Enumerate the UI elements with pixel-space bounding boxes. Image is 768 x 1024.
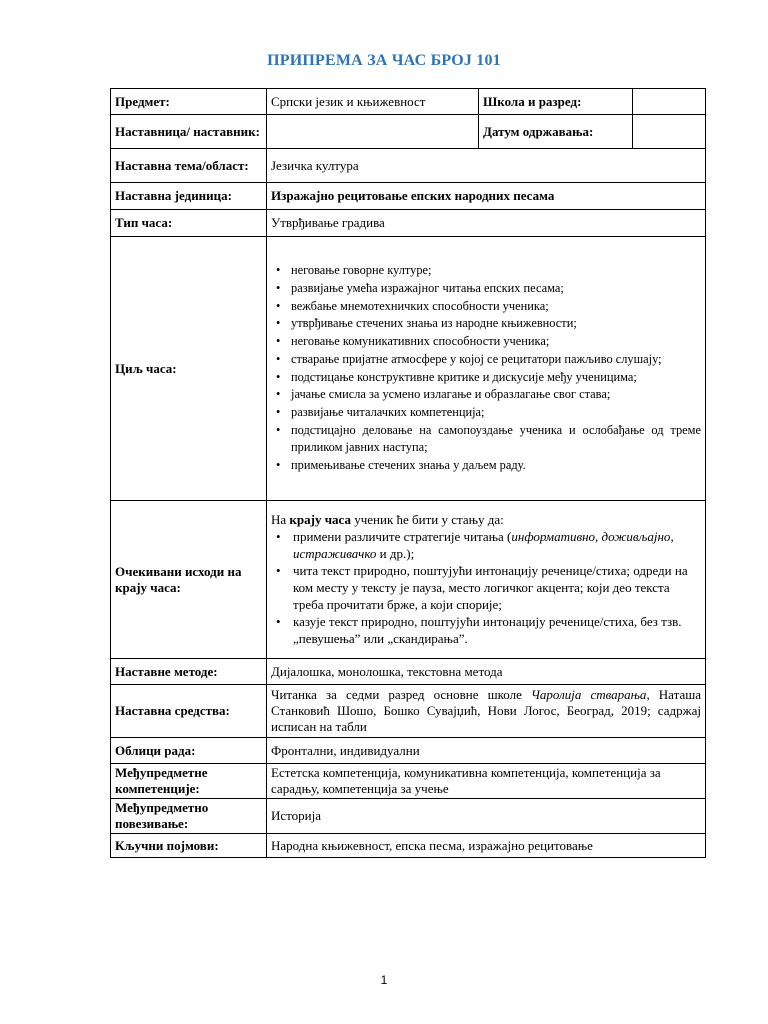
competences-label: Међупредметне компетенције: [111,764,267,799]
keywords-value: Народна књижевност, епска песма, изражајно рецитовање [267,834,706,858]
row-subject [111,89,706,115]
goal-item: • подстицајно деловање на самопоуздање ученика и ослобађање од треме приликом јавних наступа; [291,422,701,457]
goal-item: • подстицање конструктивне критике и дискусије међу ученицима; [291,369,701,387]
row-means [111,685,706,738]
unit-value: Изражајно рецитовање епских народних песама [267,183,706,210]
row-keywords [111,834,706,858]
goal-item: • вежбање мнемотехничких способности ученика; [291,298,701,316]
goals-value [267,237,706,501]
methods-label: Наставне методе: [111,659,267,685]
forms-label: Облици рада: [111,738,267,764]
row-methods [111,659,706,685]
unit-label: Наставна јединица: [111,183,267,210]
lesson-plan-table [110,88,706,858]
goal-item: • неговање говорне културе; [291,262,701,280]
outcomes-value [267,501,706,659]
outcomes-intro: На крају часа ученик ће бити у стању да: [271,512,504,527]
goals-list [271,262,701,474]
subject-label: Предмет: [111,89,267,115]
correlation-label: Међупредметно повезивање: [111,799,267,834]
date-value [633,115,706,149]
row-competences [111,764,706,799]
teacher-value [267,115,479,149]
row-unit [111,183,706,210]
teacher-label: Наставница/ наставник: [111,115,267,149]
keywords-label: Кључни појмови: [111,834,267,858]
competences-value: Естетска компетенција, комуникативна компетенција, компетенција за сарадњу, компетенција за учење [267,764,706,799]
row-goals [111,237,706,501]
means-value: Читанка за седми разред основне школе Чаролија стварања, Наташа Станковић Шошо, Бошко Сувајџић, Нови Логос, Београд, 2019; садржај исписан на табли [267,685,706,738]
type-value: Утврђивање градива [267,210,706,237]
type-label: Тип часа: [111,210,267,237]
outcomes-label: Очекивани исходи на крају часа: [111,501,267,659]
row-topic [111,149,706,183]
topic-value: Језичка култура [267,149,706,183]
goals-label: Циљ часа: [111,237,267,501]
row-teacher [111,115,706,149]
goal-item: • примењивање стечених знања у даљем раду. [291,457,701,475]
goal-item: • развијање умећа изражајног читања епских песама; [291,280,701,298]
date-label: Датум одржавања: [479,115,633,149]
means-label: Наставна средства: [111,685,267,738]
methods-value: Дијалошка, монолошка, текстовна метода [267,659,706,685]
school-grade-value [633,89,706,115]
subject-value: Српски језик и књижевност [267,89,479,115]
page-number: 1 [380,973,388,987]
goal-item: • јачање смисла за усмено излагање и образлагање свог става; [291,386,701,404]
topic-label: Наставна тема/област: [111,149,267,183]
outcome-item: • чита текст природно, поштујући интонацију реченице/стиха; одреди на ком месту у тексту је пауза, место логичког акцента; који део текста треба прочитати брже, а који спорије; [293,562,701,613]
goal-item: • неговање комуникативних способности ученика; [291,333,701,351]
outcomes-list [271,528,701,647]
row-type [111,210,706,237]
row-forms [111,738,706,764]
row-outcomes [111,501,706,659]
correlation-value: Историја [267,799,706,834]
school-grade-label: Школа и разред: [479,89,633,115]
goal-item: • стварање пријатне атмосфере у којој се рецитатори пажљиво слушају; [291,351,701,369]
page-title: ПРИПРЕМА ЗА ЧАС БРОЈ 101 [267,52,501,69]
forms-value: Фронтални, индивидуални [267,738,706,764]
row-correlation [111,799,706,834]
outcome-item: • примени различите стратегије читања (информативно, доживљајно, истраживачко и др.); [293,528,701,562]
goal-item: • развијање читалачких компетенција; [291,404,701,422]
goal-item: • утврђивање стечених знања из народне књижевности; [291,315,701,333]
outcome-item: • казује текст природно, поштујући интонацију реченице/стиха, без тзв. „певушења” или „скандирања”. [293,613,701,647]
